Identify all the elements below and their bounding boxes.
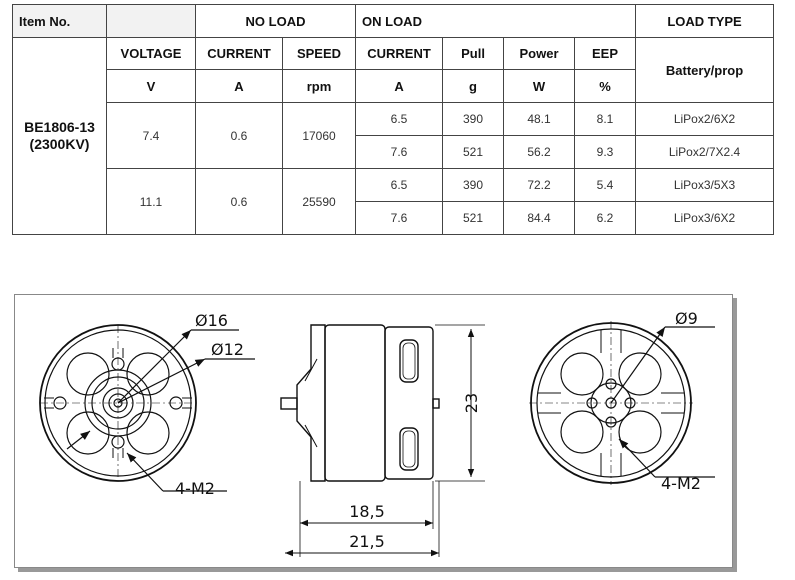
- column-unit: W: [504, 70, 575, 103]
- battery-prop-cell: LiPox2/7X2.4: [636, 136, 774, 169]
- column-unit: A: [356, 70, 443, 103]
- rear-dia-label: Ø9: [675, 309, 698, 328]
- pull-cell: 390: [443, 169, 504, 202]
- pull-cell: 390: [443, 103, 504, 136]
- header-blank: [107, 5, 196, 38]
- column-name: VOLTAGE: [107, 38, 196, 70]
- rear-screws-label: 4-M2: [661, 474, 701, 493]
- spec-table: [12, 4, 774, 235]
- column-unit: V: [107, 70, 196, 103]
- column-name: EEP: [575, 38, 636, 70]
- side-view: [281, 325, 485, 557]
- no-load-current-cell: 0.6: [196, 103, 283, 169]
- side-height-label: 23: [462, 392, 481, 414]
- column-unit: rpm: [283, 70, 356, 103]
- column-name: Pull: [443, 38, 504, 70]
- side-total-length-label: 21,5: [349, 532, 385, 551]
- power-cell: 84.4: [504, 202, 575, 235]
- side-body-length-label: 18,5: [349, 502, 385, 521]
- power-cell: 48.1: [504, 103, 575, 136]
- battery-prop-cell: LiPox3/6X2: [636, 202, 774, 235]
- battery-prop-cell: LiPox2/6X2: [636, 103, 774, 136]
- eep-cell: 6.2: [575, 202, 636, 235]
- load-current-cell: 6.5: [356, 169, 443, 202]
- column-unit: A: [196, 70, 283, 103]
- column-name: CURRENT: [196, 38, 283, 70]
- table-row: [13, 169, 774, 202]
- no-load-header: NO LOAD: [196, 5, 356, 38]
- eep-cell: 9.3: [575, 136, 636, 169]
- front-outer-dia-label: Ø16: [195, 311, 228, 330]
- power-cell: 56.2: [504, 136, 575, 169]
- pull-cell: 521: [443, 202, 504, 235]
- load-current-cell: 7.6: [356, 136, 443, 169]
- pull-cell: 521: [443, 136, 504, 169]
- load-current-cell: 7.6: [356, 202, 443, 235]
- column-unit: %: [575, 70, 636, 103]
- table-row: [13, 103, 774, 136]
- speed-cell: 17060: [283, 103, 356, 169]
- eep-cell: 5.4: [575, 169, 636, 202]
- load-type-header: LOAD TYPE: [636, 5, 774, 38]
- motor-drawing: [14, 294, 733, 568]
- battery-prop-header: Battery/prop: [636, 38, 774, 103]
- column-name: Power: [504, 38, 575, 70]
- eep-cell: 8.1: [575, 103, 636, 136]
- drawing-canvas: [15, 295, 732, 567]
- model-name: BE1806-13 (2300KV): [24, 119, 95, 152]
- rear-view: [529, 321, 715, 485]
- model-cell: [13, 38, 107, 235]
- battery-prop-cell: LiPox3/5X3: [636, 169, 774, 202]
- column-name: SPEED: [283, 38, 356, 70]
- power-cell: 72.2: [504, 169, 575, 202]
- on-load-header: ON LOAD: [356, 5, 636, 38]
- voltage-cell: 7.4: [107, 103, 196, 169]
- column-name: CURRENT: [356, 38, 443, 70]
- voltage-cell: 11.1: [107, 169, 196, 235]
- no-load-current-cell: 0.6: [196, 169, 283, 235]
- speed-cell: 25590: [283, 169, 356, 235]
- load-current-cell: 6.5: [356, 103, 443, 136]
- front-hole-circle-label: Ø12: [211, 340, 244, 359]
- item-no-header: Item No.: [13, 5, 107, 38]
- front-screws-label: 4-M2: [175, 479, 215, 498]
- column-unit: g: [443, 70, 504, 103]
